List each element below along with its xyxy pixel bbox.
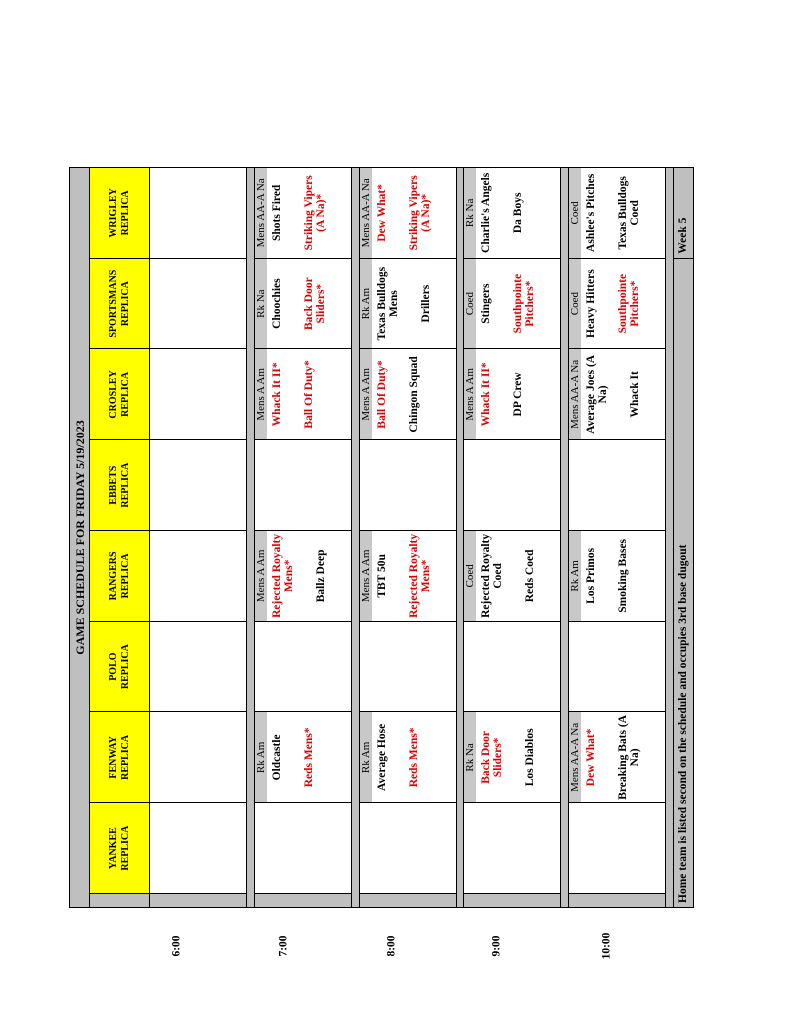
field-header: POLO REPLICA bbox=[90, 621, 150, 712]
game-cell bbox=[359, 712, 456, 803]
home-team: Chingon Squad bbox=[407, 356, 420, 433]
home-team: Breaking Bats (A Na) bbox=[616, 714, 641, 800]
game-cell bbox=[568, 440, 665, 531]
separator-row bbox=[666, 167, 673, 907]
field-header: SPORTSMANS REPLICA bbox=[90, 258, 150, 349]
time-slot-row bbox=[568, 167, 665, 907]
separator-row bbox=[561, 167, 568, 907]
game-cell bbox=[464, 167, 561, 258]
game-cell bbox=[359, 258, 456, 349]
home-team: Back Door Sliders* bbox=[302, 277, 327, 330]
home-team: Ballz Deep bbox=[314, 549, 327, 603]
away-team: Choochies bbox=[270, 278, 283, 329]
game-cell bbox=[254, 712, 351, 803]
game-cell bbox=[464, 440, 561, 531]
game-cell bbox=[150, 803, 247, 894]
row-spacer bbox=[150, 894, 247, 908]
separator bbox=[456, 167, 463, 907]
home-team: Texas Bulldogs Coed bbox=[616, 176, 641, 250]
away-team: Rejected Royalty Mens* bbox=[270, 533, 295, 618]
time-label: 8:00 bbox=[385, 935, 398, 957]
division-label: Rk Na bbox=[464, 713, 476, 803]
division-label: Coed bbox=[464, 259, 476, 349]
home-team: Reds Coed bbox=[524, 549, 537, 603]
field-header: YANKEE REPLICA bbox=[90, 803, 150, 894]
home-team: Drillers bbox=[419, 284, 432, 323]
division-label: Coed bbox=[569, 259, 581, 349]
home-team: Striking Vipers (A Na)* bbox=[407, 175, 432, 251]
division-label: Mens AA-A Na bbox=[255, 168, 267, 258]
away-team: Average Joes (A Na) bbox=[584, 354, 609, 434]
away-team: Dew What* bbox=[584, 728, 597, 787]
away-team: Back Door Sliders* bbox=[480, 731, 505, 784]
game-cell bbox=[150, 712, 247, 803]
separator bbox=[352, 167, 359, 907]
time-slot-row bbox=[359, 167, 456, 907]
time-label: 10:00 bbox=[600, 932, 613, 960]
home-team: Da Boys bbox=[512, 192, 525, 234]
game-cell bbox=[359, 621, 456, 712]
field-header: WRIGLEY REPLICA bbox=[90, 167, 150, 258]
away-team: Texas Bulldogs Mens bbox=[375, 266, 400, 341]
away-team: Ball Of Duty* bbox=[375, 360, 388, 429]
game-cell bbox=[359, 803, 456, 894]
time-slot-row bbox=[254, 167, 351, 907]
separator-row bbox=[352, 167, 359, 907]
game-cell bbox=[568, 258, 665, 349]
game-cell bbox=[464, 258, 561, 349]
footer-row bbox=[673, 167, 693, 907]
division-label: Mens A Am bbox=[255, 531, 267, 621]
home-team: Los Diablos bbox=[524, 728, 537, 787]
row-spacer bbox=[464, 894, 561, 908]
time-slot-row bbox=[464, 167, 561, 907]
time-slot-row bbox=[150, 167, 247, 907]
time-label: 6:00 bbox=[170, 935, 183, 957]
field-header: EBBETS REPLICA bbox=[90, 440, 150, 531]
game-cell bbox=[150, 531, 247, 622]
game-cell bbox=[464, 803, 561, 894]
separator bbox=[561, 167, 568, 907]
field-header-row bbox=[90, 167, 150, 907]
time-label: 9:00 bbox=[490, 935, 503, 957]
game-cell bbox=[254, 440, 351, 531]
week-label: Week 5 bbox=[673, 167, 693, 258]
game-cell bbox=[150, 167, 247, 258]
game-cell bbox=[150, 621, 247, 712]
away-team: Charlie's Angels bbox=[480, 172, 493, 253]
game-cell bbox=[568, 167, 665, 258]
division-label: Rk Am bbox=[360, 713, 372, 803]
game-cell bbox=[254, 531, 351, 622]
game-cell bbox=[568, 803, 665, 894]
game-cell bbox=[568, 621, 665, 712]
division-label: Coed bbox=[464, 531, 476, 621]
away-team: Oldcastle bbox=[270, 734, 283, 781]
header-spacer bbox=[90, 894, 150, 908]
game-cell bbox=[568, 349, 665, 440]
game-cell bbox=[150, 258, 247, 349]
division-label: Mens A Am bbox=[360, 531, 372, 621]
away-team: Average Hose bbox=[375, 723, 388, 791]
home-team: Reds Mens* bbox=[302, 727, 315, 788]
title-row bbox=[70, 167, 90, 907]
field-header: CROSLEY REPLICA bbox=[90, 349, 150, 440]
home-team: DP Crew bbox=[512, 372, 525, 417]
game-cell bbox=[568, 531, 665, 622]
game-cell bbox=[150, 440, 247, 531]
separator-row bbox=[247, 167, 254, 907]
home-team: Striking Vipers (A Na)* bbox=[302, 175, 327, 251]
away-team: Whack It II* bbox=[270, 362, 283, 427]
game-cell bbox=[464, 349, 561, 440]
time-label: 7:00 bbox=[277, 935, 290, 957]
division-label: Rk Am bbox=[255, 713, 267, 803]
game-cell bbox=[254, 349, 351, 440]
division-label: Mens A Am bbox=[255, 350, 267, 440]
away-team: Whack It II* bbox=[480, 362, 493, 427]
division-label: Mens AA-A Na bbox=[569, 713, 581, 803]
division-label: Mens AA-A Na bbox=[569, 350, 581, 440]
division-label: Mens A Am bbox=[360, 350, 372, 440]
separator-row bbox=[456, 167, 463, 907]
game-cell bbox=[254, 803, 351, 894]
schedule-table bbox=[69, 167, 694, 908]
away-team: Dew What* bbox=[375, 184, 388, 242]
field-header: RANGERS REPLICA bbox=[90, 531, 150, 622]
game-cell bbox=[359, 440, 456, 531]
game-cell bbox=[359, 349, 456, 440]
separator bbox=[247, 167, 254, 907]
away-team: Los Primos bbox=[584, 547, 597, 604]
away-team: Rejected Royalty Coed bbox=[480, 533, 505, 618]
division-label: Mens A Am bbox=[464, 350, 476, 440]
away-team: Shots Fired bbox=[270, 184, 283, 242]
game-cell bbox=[254, 258, 351, 349]
away-team: Stingers bbox=[480, 283, 493, 324]
game-cell bbox=[150, 349, 247, 440]
game-cell bbox=[464, 712, 561, 803]
game-cell bbox=[359, 167, 456, 258]
division-label: Rk Am bbox=[360, 259, 372, 349]
division-label: Mens AA-A Na bbox=[360, 168, 372, 258]
game-cell bbox=[359, 531, 456, 622]
game-cell bbox=[568, 712, 665, 803]
division-label: Rk Na bbox=[464, 168, 476, 258]
division-label: Rk Am bbox=[569, 531, 581, 621]
game-cell bbox=[464, 531, 561, 622]
footer-note: Home team is listed second on the schedule and occupies 3rd base dugout bbox=[673, 258, 693, 907]
home-team: Rejected Royalty Mens* bbox=[407, 533, 432, 618]
division-label: Rk Na bbox=[255, 259, 267, 349]
division-label: Coed bbox=[569, 168, 581, 258]
home-team: Whack It bbox=[628, 371, 641, 418]
schedule-title: GAME SCHEDULE FOR FRIDAY 5/19/2023 bbox=[70, 167, 90, 907]
away-team: Heavy Hitters bbox=[584, 269, 597, 338]
away-team: TBT 50u bbox=[375, 554, 388, 598]
schedule-page bbox=[69, 168, 694, 908]
separator bbox=[666, 167, 673, 907]
game-cell bbox=[254, 621, 351, 712]
home-team: Ball Of Duty* bbox=[302, 360, 315, 429]
away-team: Ashlee's Pitches bbox=[584, 173, 597, 252]
home-team: Smoking Bases bbox=[616, 538, 629, 613]
home-team: Southpointe Pitchers* bbox=[512, 273, 537, 334]
game-cell bbox=[464, 621, 561, 712]
field-header: FENWAY REPLICA bbox=[90, 712, 150, 803]
row-spacer bbox=[359, 894, 456, 908]
game-cell bbox=[254, 167, 351, 258]
home-team: Southpointe Pitchers* bbox=[616, 273, 641, 334]
row-spacer bbox=[254, 894, 351, 908]
home-team: Reds Mens* bbox=[407, 727, 420, 788]
row-spacer bbox=[568, 894, 665, 908]
